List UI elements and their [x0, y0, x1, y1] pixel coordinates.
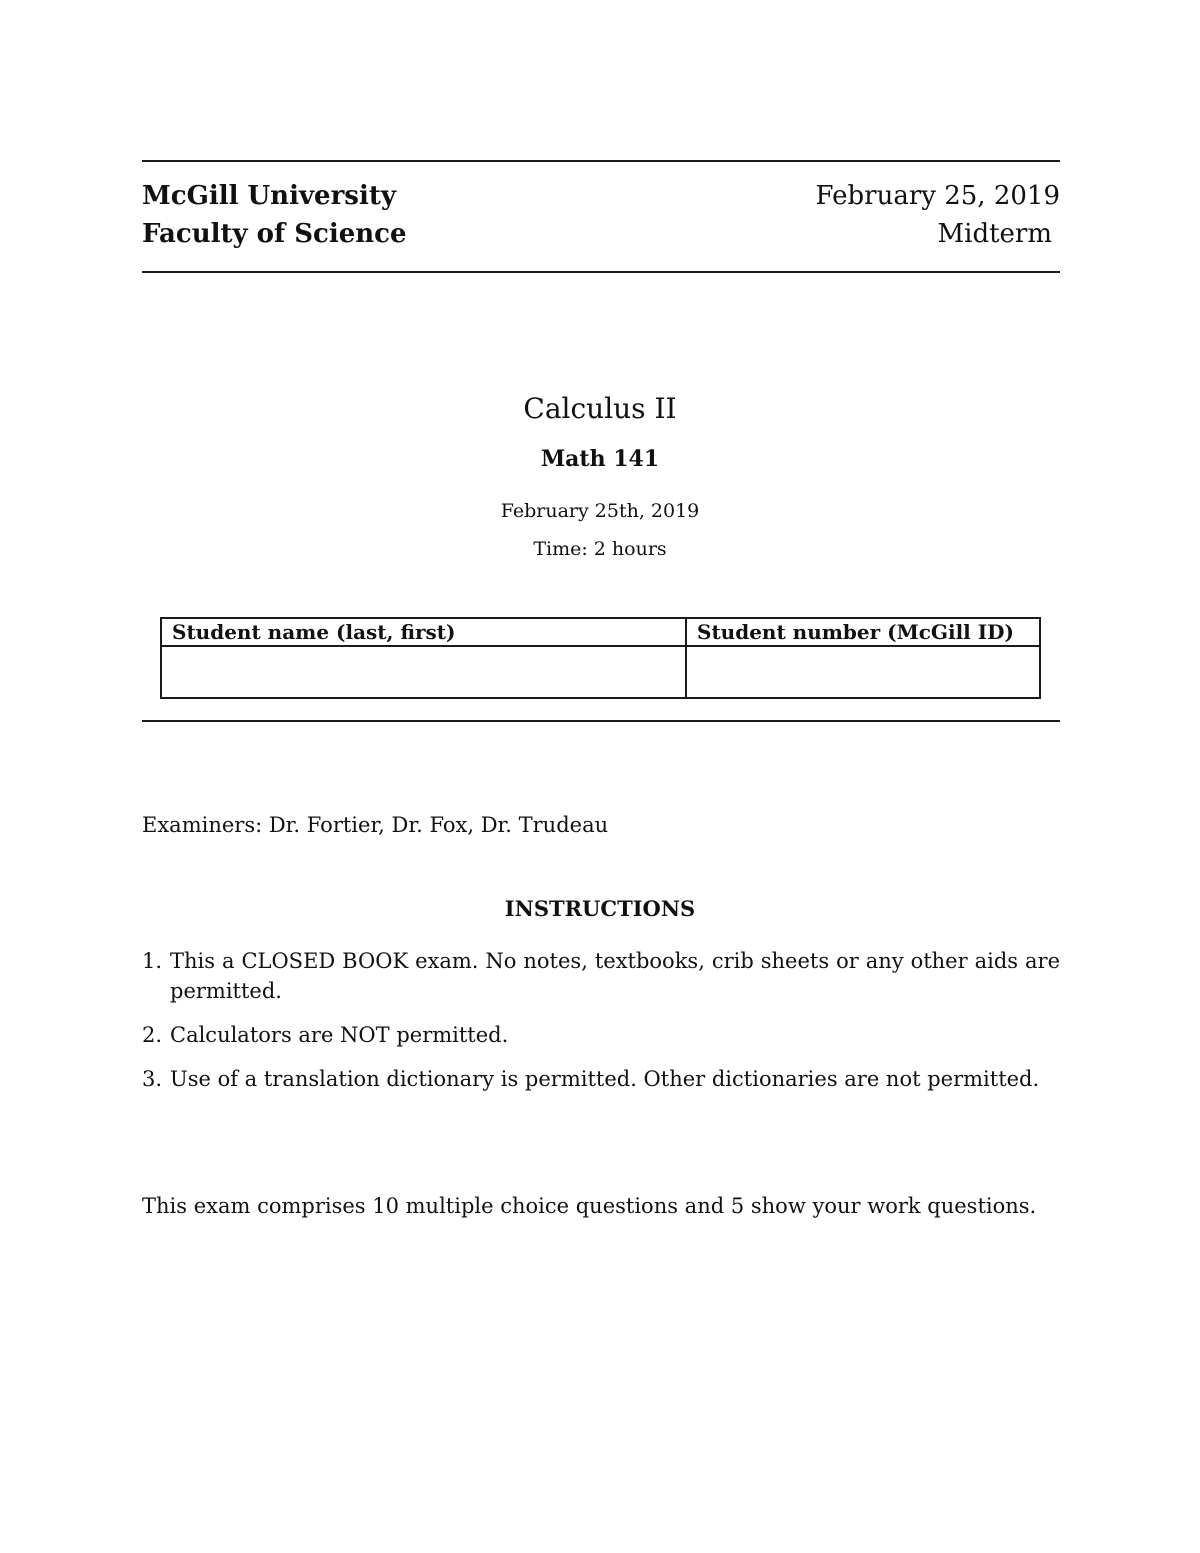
student-number-header: Student number (McGill ID): [686, 618, 1040, 646]
university-name: McGill University: [142, 181, 396, 211]
instruction-text: This a CLOSED BOOK exam. No notes, textbooks, crib sheets or any other aids are permitted.: [170, 949, 1060, 1003]
title-block-bottom-rule: [142, 720, 1060, 722]
instruction-text: Calculators are NOT permitted.: [170, 1023, 509, 1047]
instruction-number: 2.: [142, 1023, 163, 1047]
instruction-number: 1.: [142, 949, 163, 973]
student-name-field[interactable]: [161, 646, 686, 698]
header-bottom-rule: [142, 271, 1060, 273]
instruction-item: [142, 946, 1060, 1006]
instruction-number: 3.: [142, 1067, 163, 1091]
exam-duration: Time: 2 hours: [533, 538, 667, 560]
faculty-name: Faculty of Science: [142, 219, 407, 249]
exam-composition-note: This exam comprises 10 multiple choice questions and 5 show your work questions.: [142, 1194, 1037, 1218]
student-number-field[interactable]: [686, 646, 1040, 698]
instruction-text: Use of a translation dictionary is permitted. Other dictionaries are not permitted.: [170, 1067, 1040, 1091]
instruction-item: [142, 1064, 1060, 1094]
header-date: February 25, 2019: [815, 181, 1060, 211]
student-name-header: Student name (last, first): [161, 618, 686, 646]
instruction-item: [142, 1020, 1060, 1050]
exam-type: Midterm: [937, 219, 1052, 249]
course-code: Math 141: [540, 446, 660, 472]
student-id-table: [160, 617, 1041, 699]
examiners-line: Examiners: Dr. Fortier, Dr. Fox, Dr. Trudeau: [142, 813, 609, 837]
course-title: Calculus II: [523, 392, 677, 425]
instructions-list: [142, 946, 1060, 1108]
top-rule: [142, 160, 1060, 162]
exam-date: February 25th, 2019: [500, 500, 700, 522]
instructions-heading: INSTRUCTIONS: [504, 896, 696, 921]
